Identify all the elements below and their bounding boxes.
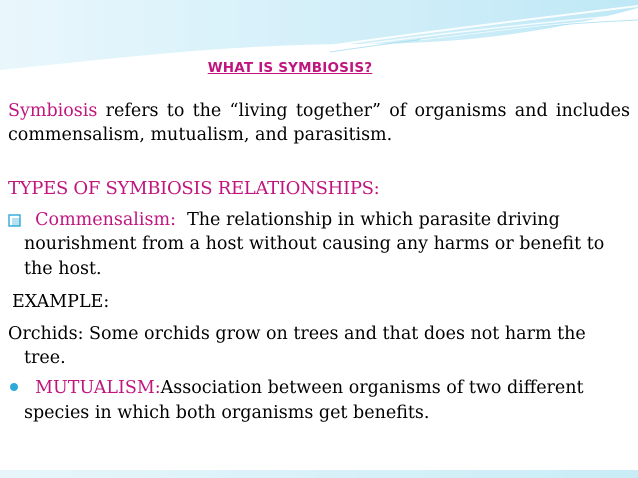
example-label: EXAMPLE: (12, 292, 110, 312)
commensalism-line-3: the host. (24, 259, 102, 279)
intro-line-1: Symbiosis refers to the “living together” of organisms and includes (8, 101, 630, 121)
intro-line-2: commensalism, mutualism, and parasitism. (8, 125, 393, 145)
header-wave-decoration (0, 0, 638, 90)
intro-paragraph (8, 99, 630, 147)
checkbox-square-icon (8, 214, 21, 227)
orchids-line-2: tree. (24, 348, 66, 368)
commensalism-term: Commensalism: (35, 210, 176, 230)
commensalism-line-1: Commensalism: The relationship in which parasite driving (35, 210, 560, 230)
mutualism-line-2: species in which both organisms get benefits. (24, 403, 430, 423)
round-bullet-icon (10, 383, 18, 391)
mutualism-term: MUTUALISM: (35, 378, 161, 398)
page-title: WHAT IS SYMBIOSIS? (207, 60, 373, 76)
bottom-decoration-strip (0, 470, 638, 478)
types-heading: TYPES OF SYMBIOSIS RELATIONSHIPS: (8, 178, 380, 199)
mutualism-line-1: MUTUALISM:Association between organisms of two different (35, 378, 584, 398)
symbiosis-term: Symbiosis (8, 101, 98, 121)
commensalism-line-2: nourishment from a host without causing any harms or benefit to (24, 234, 605, 254)
orchids-line-1: Orchids: Some orchids grow on trees and that does not harm the (8, 324, 586, 344)
